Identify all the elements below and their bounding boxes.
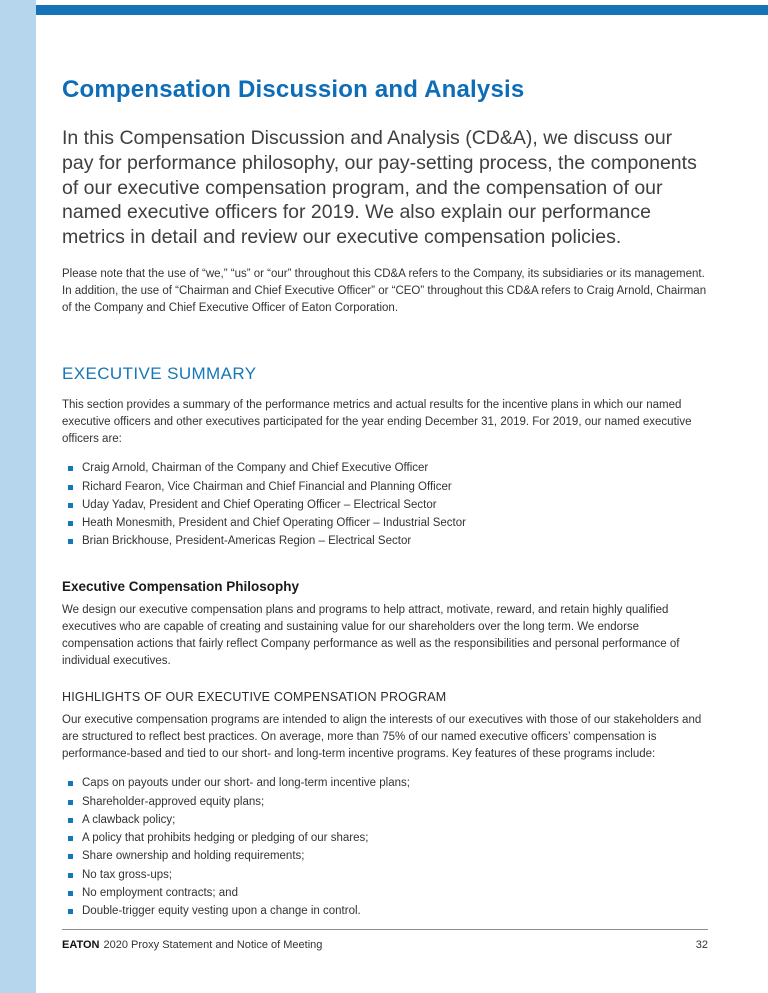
footer-left [62, 939, 322, 951]
feature-list-item-text: No employment contracts; and [82, 886, 238, 899]
bullet-square-icon [68, 836, 73, 841]
feature-list-item-text: Share ownership and holding requirements; [82, 850, 305, 863]
officer-list-item-text: Craig Arnold, Chairman of the Company and Chief Executive Officer [82, 462, 429, 475]
bullet-square-icon [68, 521, 73, 526]
page-content [62, 76, 708, 921]
bullet-square-icon [68, 891, 73, 896]
feature-list-item-text: Caps on payouts under our short- and long-term incentive plans; [82, 777, 410, 790]
bullet-square-icon [68, 909, 73, 914]
highlights-intro-paragraph: Our executive compensation programs are intended to align the interests of our executives with those of our stakeholders and are structured to reflect best practices. On average, more than 75% of our named executive officers’ compensation is performance-based and tied to our short- and long-term incentive programs. Key features of these programs include: [62, 713, 702, 760]
feature-list-item [68, 812, 708, 829]
officer-list-item [68, 515, 708, 532]
feature-list-item [68, 867, 708, 884]
page-footer [62, 929, 708, 951]
bullet-square-icon [68, 503, 73, 508]
section-heading-executive-summary: EXECUTIVE SUMMARY [62, 363, 257, 383]
sub-heading-compensation-philosophy: Executive Compensation Philosophy [62, 578, 300, 594]
intro-paragraph: In this Compensation Discussion and Analysis (CD&A), we discuss our pay for performance philosophy, our pay-setting process, the components of our executive compensation program, and the compensation of our named executive officers for 2019. We also explain our performance metrics in detail and review our executive compensation policies. [62, 127, 697, 248]
bullet-square-icon [68, 466, 73, 471]
feature-list-item-text: A policy that prohibits hedging or pledging of our shares; [82, 832, 369, 844]
program-features-list [68, 775, 708, 920]
feature-list-item [68, 848, 708, 865]
feature-list-item [68, 794, 708, 811]
footer-page-number: 32 [695, 939, 708, 951]
note-paragraph: Please note that the use of “we,” “us” or “our” throughout this CD&A refers to the Company, its subsidiaries or its management. In addition, the use of “Chairman and Chief Executive Officer” or “CEO” throughout this CD&A refers to Craig Arnold, Chairman of the Company and Chief Executive Officer of Eaton Corporation. [62, 267, 707, 315]
officer-list-item-text: Heath Monesmith, President and Chief Operating Officer – Industrial Sector [82, 517, 466, 529]
officer-list-item [68, 497, 708, 514]
top-accent-bar [36, 5, 768, 15]
bullet-square-icon [68, 818, 73, 823]
bullet-square-icon [68, 485, 73, 490]
bullet-square-icon [68, 781, 73, 786]
page-title: Compensation Discussion and Analysis [62, 76, 525, 103]
bullet-square-icon [68, 873, 73, 878]
feature-list-item [68, 903, 708, 920]
officer-list-item [68, 533, 708, 550]
feature-list-item-text: Double-trigger equity vesting upon a change in control. [82, 905, 361, 917]
feature-list-item-text: Shareholder-approved equity plans; [82, 795, 265, 808]
officer-list-item [68, 479, 708, 496]
officer-list-item-text: Uday Yadav, President and Chief Operating Officer – Electrical Sector [82, 498, 437, 511]
heading-highlights: HIGHLIGHTS OF OUR EXECUTIVE COMPENSATION PROGRAM [62, 689, 447, 704]
bullet-square-icon [68, 800, 73, 805]
feature-list-item-text: A clawback policy; [82, 813, 176, 826]
executive-summary-intro: This section provides a summary of the performance metrics and actual results for the incentive plans in which our named executive officers and other executives participated for the year ending December 31, 2019. For 2019, our named executive officers are: [62, 398, 692, 445]
feature-list-item [68, 885, 708, 902]
officers-list [68, 460, 708, 550]
officer-list-item-text: Richard Fearon, Vice Chairman and Chief Financial and Planning Officer [82, 480, 452, 493]
left-accent-stripe [0, 0, 36, 993]
bullet-square-icon [68, 539, 73, 544]
feature-list-item [68, 830, 708, 847]
feature-list-item-text: No tax gross-ups; [82, 868, 173, 881]
officer-list-item [68, 460, 708, 477]
feature-list-item [68, 775, 708, 792]
officer-list-item-text: Brian Brickhouse, President-Americas Region – Electrical Sector [82, 535, 412, 548]
footer-brand: EATON [62, 939, 100, 951]
philosophy-paragraph: We design our executive compensation plans and programs to help attract, motivate, reward, and retain highly qualified executives who are capable of creating and sustaining value for our shareholders over the long term. We endorse compensation actions that fairly reflect Company performance as well as the responsibilities and personal performance of individual executives. [62, 603, 680, 668]
bullet-square-icon [68, 854, 73, 859]
footer-text: 2020 Proxy Statement and Notice of Meeting [103, 939, 323, 951]
